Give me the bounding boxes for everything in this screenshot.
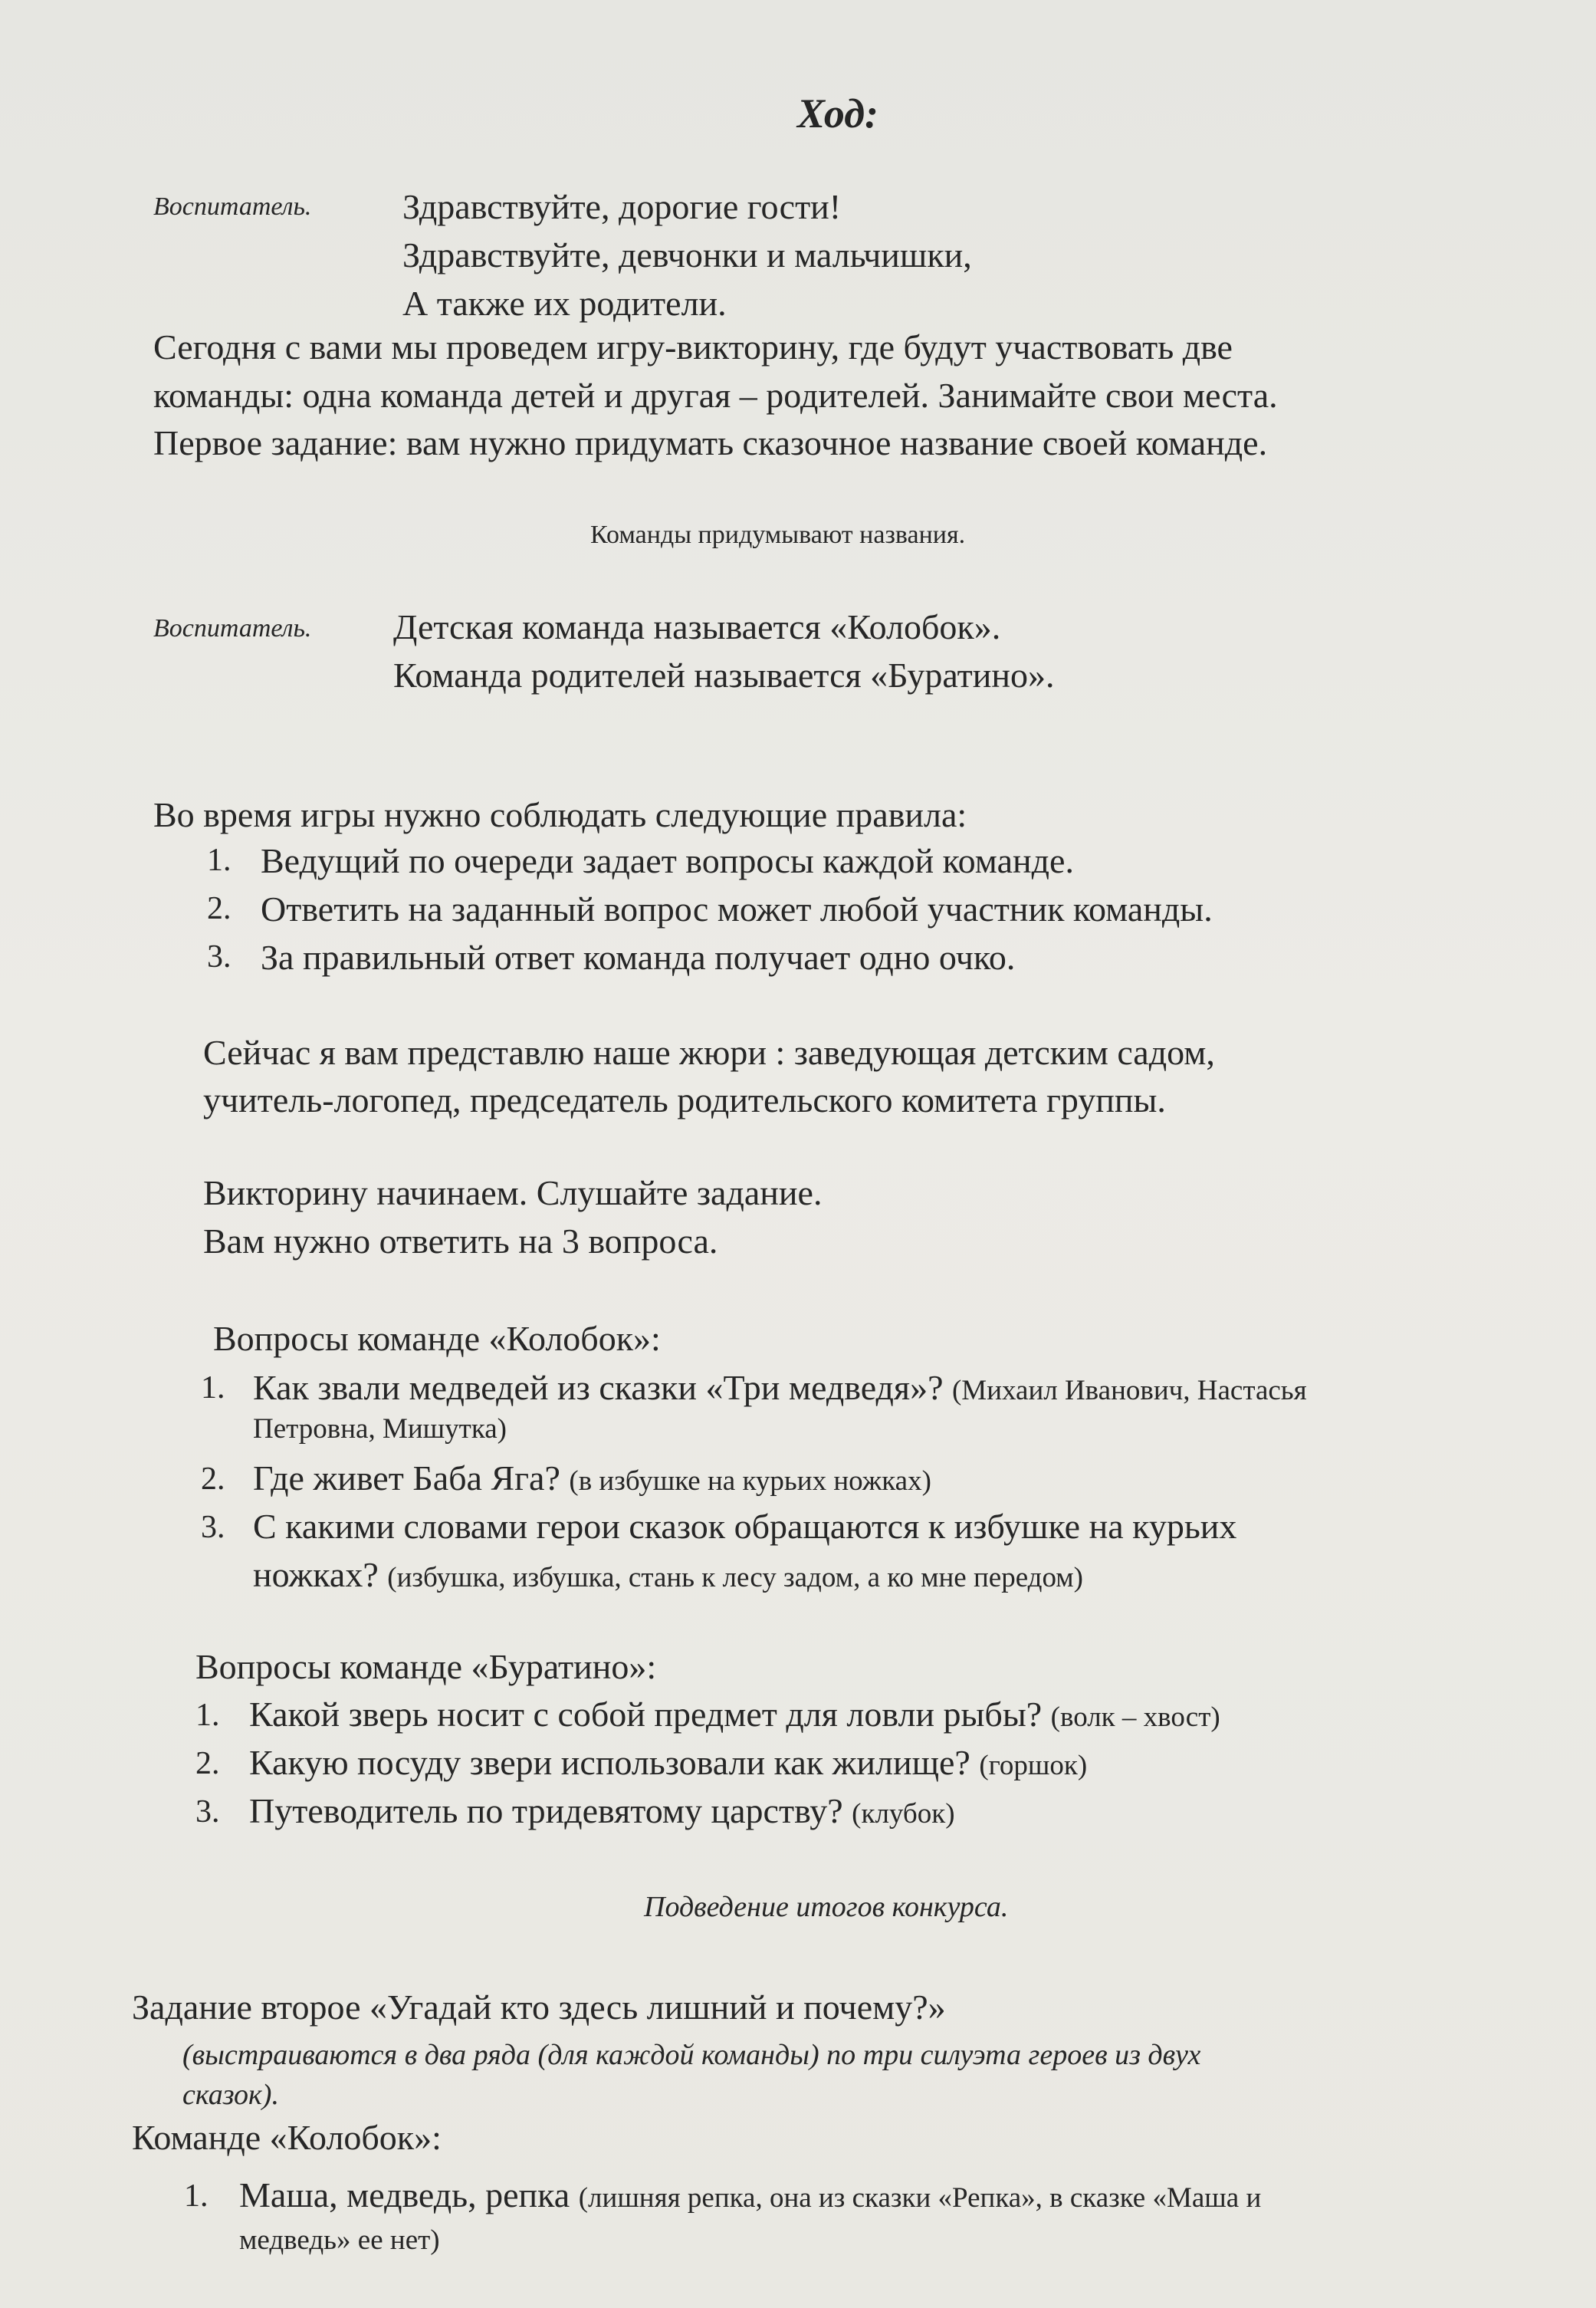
rule-item: За правильный ответ команда получает одно очко. [261,938,1016,977]
task2-note-line: (выстраиваются в два ряда (для каждой команды) по три силуэта героев из двух [182,2039,1201,2071]
question-text: Какую посуду звери использовали как жилище? [249,1743,970,1782]
start-line: Викторину начинаем. Слушайте задание. [203,1173,823,1212]
answer-text: (лишняя репка, она из сказки «Репка», в сказке «Маша и [578,2182,1262,2214]
question-text: Какой зверь носит с собой предмет для ловли рыбы? [249,1695,1043,1734]
question-item [239,2174,1261,2216]
answer-text: (волк – хвост) [1050,1701,1220,1733]
question-text: Как звали медведей из сказки «Три медведя»? [253,1368,944,1407]
task2-note-line: сказок). [182,2079,279,2111]
answer-text: (в избушке на курьих ножках) [569,1465,931,1497]
answer-text: (избушка, избушка, стань к лесу задом, а ко мне передом) [387,1562,1083,1593]
list-number: 1. [195,1698,220,1733]
answer-text: (горшок) [979,1750,1088,1781]
answer-text: (Михаил Иванович, Настасья [951,1375,1307,1406]
list-number: 1. [201,1370,225,1406]
summary-note: Подведение итогов конкурса. [644,1891,1009,1923]
team-name-line: Команда родителей называется «Буратино». [393,656,1055,695]
answer-text: медведь» ее нет) [239,2224,440,2256]
list-number: 2. [201,1461,225,1497]
list-number: 3. [201,1510,225,1545]
greeting-line: А также их родители. [402,284,727,323]
question-item [253,1457,931,1499]
list-number: 1. [184,2178,209,2214]
rule-item: Ответить на заданный вопрос может любой участник команды. [261,889,1213,929]
question-item [249,1693,1220,1735]
question-text: Где живет Баба Яга? [253,1458,560,1498]
question-item [253,1366,1307,1409]
task2-team-heading: Команде «Колобок»: [132,2118,442,2157]
question-text: С какими словами герои сказок обращаются к избушке на курьих [253,1507,1237,1546]
task2-heading: Задание второе «Угадай кто здесь лишний и почему?» [132,1987,946,2027]
team-name-line: Детская команда называется «Колобок». [393,607,1001,646]
jury-line: Сейчас я вам представлю наше жюри : заведующая детским садом, [203,1033,1215,1072]
stage-note: Команды придумывают названия. [590,521,966,549]
rule-item: Ведущий по очереди задает вопросы каждой команде. [261,841,1074,880]
greeting-line: Здравствуйте, девчонки и мальчишки, [402,235,972,275]
kolobok-questions-heading: Вопросы команде «Колобок»: [213,1319,661,1358]
intro-line: Первое задание: вам нужно придумать сказочное название своей команде. [153,423,1268,462]
start-line: Вам нужно ответить на 3 вопроса. [203,1221,718,1261]
speaker-label: Воспитатель. [153,614,312,643]
question-text: Путеводитель по тридевятому царству? [249,1791,843,1830]
list-number: 2. [195,1746,220,1781]
page-title: Ход: [797,90,878,136]
list-number: 1. [207,843,232,878]
question-item [249,1741,1087,1784]
rules-heading: Во время игры нужно соблюдать следующие правила: [153,795,967,834]
list-number: 3. [207,939,232,975]
list-number: 2. [207,891,232,926]
answer-text: Петровна, Мишутка) [253,1413,507,1445]
intro-line: Сегодня с вами мы проведем игру-викторину, где будут участвовать две [153,327,1233,367]
buratino-questions-heading: Вопросы команде «Буратино»: [195,1647,657,1686]
jury-line: учитель-логопед, председатель родительского комитета группы. [203,1080,1166,1119]
intro-line: команды: одна команда детей и другая – родителей. Занимайте свои места. [153,376,1278,415]
answer-text: (клубок) [852,1798,955,1830]
question-text: ножках? [253,1555,379,1594]
list-number: 3. [195,1794,220,1830]
speaker-label: Воспитатель. [153,192,312,221]
question-item [253,1553,1083,1596]
question-item [249,1790,955,1832]
question-text: Маша, медведь, репка [239,2175,570,2214]
greeting-line: Здравствуйте, дорогие гости! [402,187,842,226]
